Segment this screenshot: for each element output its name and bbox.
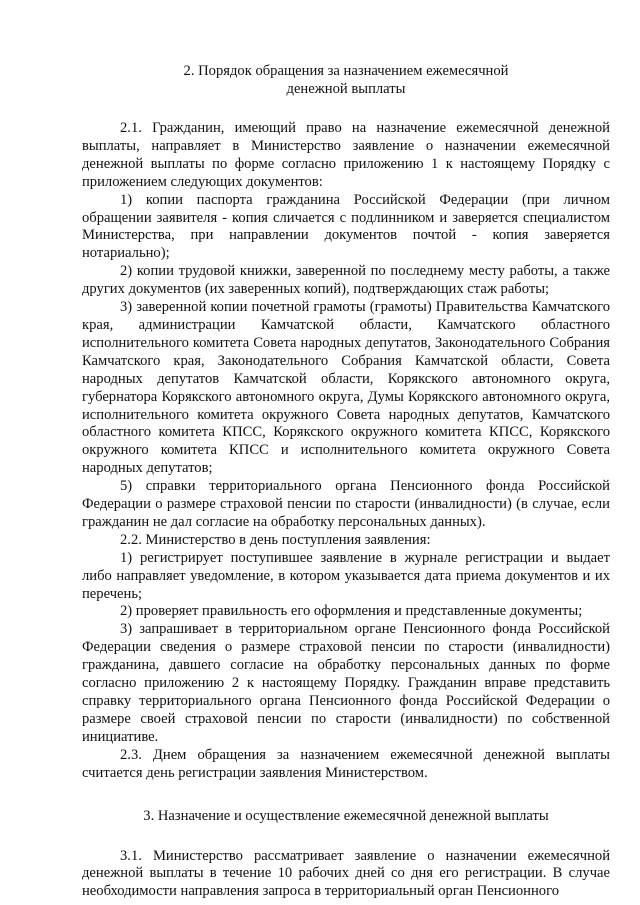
list-item-doc-5: 5) справки территориального органа Пенсионного фонда Российской Федерации о размере страховой пенсии по старости (инвалидности) (в случае, если гражданин не дал согласие на обработку персональных данных). (82, 478, 610, 530)
section-3-body (82, 848, 610, 902)
list-item-doc-2: 2) копии трудовой книжки, заверенной по последнему месту работы, а также других документов (их заверенных копий), подтверждающих стаж работы; (82, 263, 610, 298)
paragraph-2-1: 2.1. Гражданин, имеющий право на назначение ежемесячной денежной выплаты, направляет в Министерство заявление о назначении ежемесячной денежной выплаты по форме согласно приложению 1 к настоящему Порядку с приложением следующих документов: (82, 120, 610, 190)
list-item-action-2: 2) проверяет правильность его оформления и представленные документы; (120, 603, 583, 620)
paragraph-2-3: 2.3. Днем обращения за назначением ежемесячной денежной выплаты считается день регистрации заявления Министерством. (82, 746, 610, 781)
section-2-heading (82, 62, 610, 98)
list-item-doc-1: 1) копии паспорта гражданина Российской Федерации (при личном обращении заявителя - копия сличается с подлинником и заверяется специалистом Министерства, при направлении документов почтой - копия заверяется нотариально); (82, 191, 610, 262)
paragraph-2-2: 2.2. Министерство в день поступления заявления: (120, 531, 431, 548)
list-item-action-3: 3) запрашивает в территориальном органе Пенсионного фонда Российской Федерации сведения о размере страховой пенсии по старости (инвалидности) гражданина, давшего согласие на обработку персональных данных по форме согласно приложению 2 к настоящему Порядку. Гражданин вправе представить справку территориального органа Пенсионного фонда Российской Федерации о размере своей страховой пенсии по старости (инвалидности) по собственной инициативе. (82, 621, 610, 745)
section-2-body (82, 120, 610, 783)
list-item-action-1: 1) регистрирует поступившее заявление в журнале регистрации и выдает либо направляет уведомление, в котором указывается дата приема документов и их перечень; (82, 549, 610, 602)
section-3-heading (82, 807, 610, 825)
section-2-title-line-2: денежной выплаты (286, 81, 406, 97)
paragraph-3-1: 3.1. Министерство рассматривает заявление о назначении ежемесячной денежной выплаты в течение 10 рабочих дней со дня его регистрации. В случае необходимости направления запроса в территориальный орган Пенсионного (82, 847, 610, 900)
list-item-doc-3: 3) заверенной копии почетной грамоты (грамоты) Правительства Камчатского края, администрации Камчатской области, Камчатского областного исполнительного комитета Совета народных депутатов, Законодательного Собрания Камчатского края, Законодательного Собрания Камчатской области, Совета народных депутатов Камчатской области, Корякского автономного округа, губернатора Корякского автономного округа, Думы Корякского автономного округа, исполнительного комитета окружного Совета народных депутатов, Камчатского областного комитета КПСС, Корякского окружного комитета КПСС, Корякского окружного комитета КПСС и исполнительного комитета окружного Совета народных депутатов; (82, 299, 610, 477)
section-2-title-line-1: 2. Порядок обращения за назначением ежемесячной (183, 63, 509, 79)
section-3-title: 3. Назначение и осуществление ежемесячной денежной выплаты (143, 807, 549, 824)
